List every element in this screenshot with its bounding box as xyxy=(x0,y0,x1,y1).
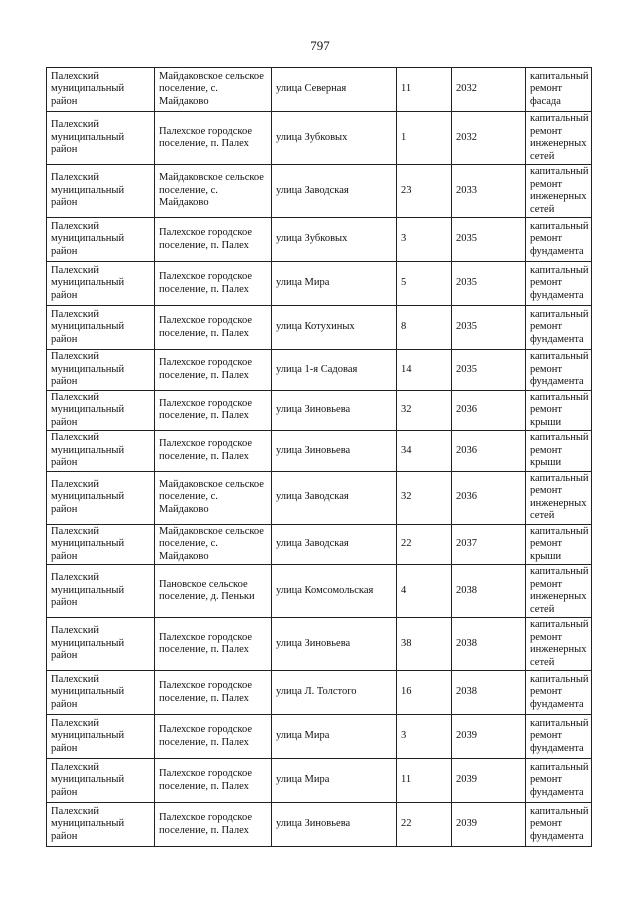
cell-district: Палехский муниципальный район xyxy=(47,218,155,262)
cell-district: Палехский муниципальный район xyxy=(47,350,155,391)
cell-work-type: капитальный ремонт инженерных сетей xyxy=(526,471,592,524)
table-row xyxy=(47,112,592,165)
cell-year: 2035 xyxy=(452,306,526,350)
cell-settlement: Палехское городское поселение, п. Палех xyxy=(155,715,272,759)
cell-settlement: Палехское городское поселение, п. Палех xyxy=(155,218,272,262)
cell-house: 11 xyxy=(397,68,452,112)
cell-district: Палехский муниципальный район xyxy=(47,524,155,565)
cell-house: 3 xyxy=(397,715,452,759)
cell-year: 2037 xyxy=(452,524,526,565)
table-row xyxy=(47,350,592,391)
cell-work-type: капитальный ремонт фундамента xyxy=(526,671,592,715)
cell-street: улица Заводская xyxy=(272,471,397,524)
cell-work-type: капитальный ремонт инженерных сетей xyxy=(526,112,592,165)
cell-year: 2032 xyxy=(452,112,526,165)
table-row xyxy=(47,218,592,262)
cell-district: Палехский муниципальный район xyxy=(47,471,155,524)
cell-house: 22 xyxy=(397,524,452,565)
cell-street: улица Зиновьева xyxy=(272,618,397,671)
repair-schedule-table xyxy=(46,67,592,847)
cell-year: 2039 xyxy=(452,803,526,847)
table-row xyxy=(47,715,592,759)
cell-house: 11 xyxy=(397,759,452,803)
cell-settlement: Палехское городское поселение, п. Палех xyxy=(155,306,272,350)
cell-year: 2036 xyxy=(452,431,526,472)
cell-year: 2035 xyxy=(452,218,526,262)
table-row xyxy=(47,262,592,306)
cell-settlement: Майдаковское сельское поселение, с. Майдаково xyxy=(155,471,272,524)
cell-district: Палехский муниципальный район xyxy=(47,262,155,306)
table-row xyxy=(47,524,592,565)
cell-district: Палехский муниципальный район xyxy=(47,165,155,218)
cell-settlement: Палехское городское поселение, п. Палех xyxy=(155,618,272,671)
table-row xyxy=(47,390,592,431)
cell-house: 34 xyxy=(397,431,452,472)
cell-work-type: капитальный ремонт инженерных сетей xyxy=(526,618,592,671)
cell-year: 2036 xyxy=(452,390,526,431)
cell-district: Палехский муниципальный район xyxy=(47,390,155,431)
cell-district: Палехский муниципальный район xyxy=(47,618,155,671)
cell-street: улица Заводская xyxy=(272,165,397,218)
cell-street: улица Зиновьева xyxy=(272,803,397,847)
cell-year: 2038 xyxy=(452,671,526,715)
cell-settlement: Палехское городское поселение, п. Палех xyxy=(155,350,272,391)
cell-house: 8 xyxy=(397,306,452,350)
table-row xyxy=(47,471,592,524)
cell-district: Палехский муниципальный район xyxy=(47,759,155,803)
cell-work-type: капитальный ремонт крыши xyxy=(526,431,592,472)
cell-work-type: капитальный ремонт фундамента xyxy=(526,803,592,847)
cell-house: 38 xyxy=(397,618,452,671)
cell-work-type: капитальный ремонт фундамента xyxy=(526,306,592,350)
cell-house: 32 xyxy=(397,471,452,524)
cell-year: 2032 xyxy=(452,68,526,112)
cell-work-type: капитальный ремонт фундамента xyxy=(526,218,592,262)
cell-district: Палехский муниципальный район xyxy=(47,565,155,618)
table-row xyxy=(47,165,592,218)
table-row xyxy=(47,759,592,803)
cell-work-type: капитальный ремонт инженерных сетей xyxy=(526,165,592,218)
cell-year: 2039 xyxy=(452,759,526,803)
cell-street: улица Мира xyxy=(272,715,397,759)
cell-year: 2039 xyxy=(452,715,526,759)
cell-district: Палехский муниципальный район xyxy=(47,671,155,715)
cell-work-type: капитальный ремонт фасада xyxy=(526,68,592,112)
cell-work-type: капитальный ремонт фундамента xyxy=(526,262,592,306)
cell-house: 16 xyxy=(397,671,452,715)
cell-settlement: Палехское городское поселение, п. Палех xyxy=(155,431,272,472)
cell-street: улица Котухиных xyxy=(272,306,397,350)
cell-settlement: Палехское городское поселение, п. Палех xyxy=(155,112,272,165)
cell-work-type: капитальный ремонт крыши xyxy=(526,390,592,431)
cell-house: 14 xyxy=(397,350,452,391)
cell-year: 2038 xyxy=(452,565,526,618)
table-body xyxy=(47,68,592,847)
cell-settlement: Майдаковское сельское поселение, с. Майдаково xyxy=(155,68,272,112)
cell-year: 2036 xyxy=(452,471,526,524)
cell-district: Палехский муниципальный район xyxy=(47,112,155,165)
cell-work-type: капитальный ремонт фундамента xyxy=(526,350,592,391)
cell-street: улица Мира xyxy=(272,759,397,803)
table-row xyxy=(47,306,592,350)
cell-year: 2033 xyxy=(452,165,526,218)
cell-street: улица Заводская xyxy=(272,524,397,565)
cell-house: 22 xyxy=(397,803,452,847)
cell-year: 2035 xyxy=(452,350,526,391)
cell-house: 3 xyxy=(397,218,452,262)
table-row xyxy=(47,618,592,671)
cell-district: Палехский муниципальный район xyxy=(47,68,155,112)
cell-work-type: капитальный ремонт фундамента xyxy=(526,715,592,759)
cell-house: 32 xyxy=(397,390,452,431)
cell-street: улица Комсомольская xyxy=(272,565,397,618)
cell-year: 2035 xyxy=(452,262,526,306)
table-row xyxy=(47,671,592,715)
cell-settlement: Пановское сельское поселение, д. Пеньки xyxy=(155,565,272,618)
cell-settlement: Палехское городское поселение, п. Палех xyxy=(155,803,272,847)
cell-settlement: Палехское городское поселение, п. Палех xyxy=(155,759,272,803)
cell-settlement: Майдаковское сельское поселение, с. Майдаково xyxy=(155,165,272,218)
cell-year: 2038 xyxy=(452,618,526,671)
cell-settlement: Палехское городское поселение, п. Палех xyxy=(155,390,272,431)
page-number: 797 xyxy=(310,38,330,53)
cell-district: Палехский муниципальный район xyxy=(47,715,155,759)
cell-house: 5 xyxy=(397,262,452,306)
table-row xyxy=(47,803,592,847)
cell-street: улица Мира xyxy=(272,262,397,306)
cell-district: Палехский муниципальный район xyxy=(47,803,155,847)
cell-street: улица Зубковых xyxy=(272,218,397,262)
cell-street: улица 1-я Садовая xyxy=(272,350,397,391)
cell-street: улица Зиновьева xyxy=(272,431,397,472)
cell-street: улица Зиновьева xyxy=(272,390,397,431)
cell-settlement: Палехское городское поселение, п. Палех xyxy=(155,671,272,715)
table-row xyxy=(47,565,592,618)
table-row xyxy=(47,68,592,112)
cell-house: 4 xyxy=(397,565,452,618)
cell-work-type: капитальный ремонт крыши xyxy=(526,524,592,565)
cell-street: улица Северная xyxy=(272,68,397,112)
cell-district: Палехский муниципальный район xyxy=(47,431,155,472)
cell-settlement: Майдаковское сельское поселение, с. Майдаково xyxy=(155,524,272,565)
cell-work-type: капитальный ремонт фундамента xyxy=(526,759,592,803)
cell-work-type: капитальный ремонт инженерных сетей xyxy=(526,565,592,618)
cell-street: улица Л. Толстого xyxy=(272,671,397,715)
cell-street: улица Зубковых xyxy=(272,112,397,165)
cell-house: 23 xyxy=(397,165,452,218)
cell-house: 1 xyxy=(397,112,452,165)
cell-settlement: Палехское городское поселение, п. Палех xyxy=(155,262,272,306)
cell-district: Палехский муниципальный район xyxy=(47,306,155,350)
table-row xyxy=(47,431,592,472)
